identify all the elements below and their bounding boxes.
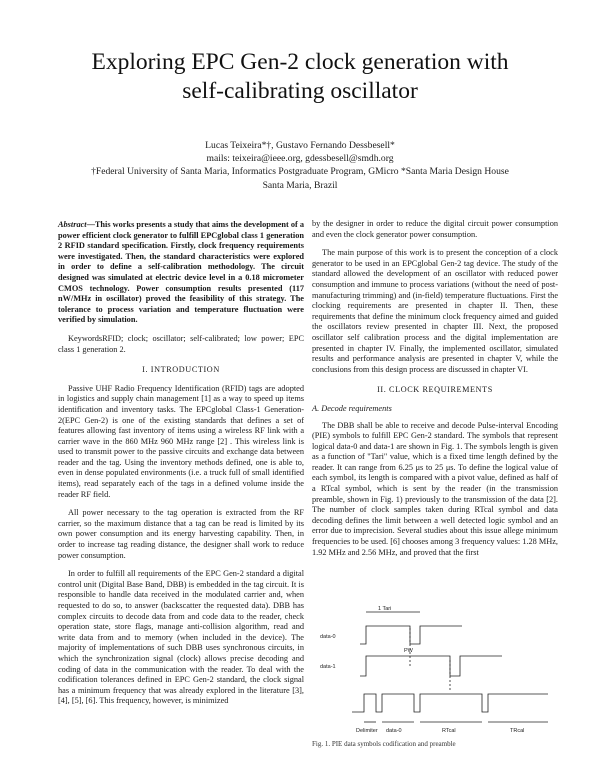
figure-pie-symbols: [312, 604, 558, 750]
subsection-heading-decode: A. Decode requirements: [312, 403, 392, 413]
author-names: Lucas Teixeira*†, Gustavo Fernando Dessbesell*: [205, 140, 395, 151]
label-data0-preamble: data-0: [386, 728, 402, 734]
label-data1: data-1: [320, 664, 336, 670]
keywords: KeywordsRFID; clock; oscillator; self-calibrated; low power; EPC class 1 generation 2.: [58, 333, 304, 354]
author-block: [40, 139, 560, 192]
left-column: [58, 220, 304, 715]
paragraph: by the designer in order to reduce the digital circuit power consumption and even the clock generator power consumption.: [312, 219, 558, 239]
figure-caption: Fig. 1. PIE data symbols codification and preamble: [312, 740, 456, 748]
data1-waveform: [360, 656, 502, 676]
label-trcal: TRcal: [510, 728, 525, 734]
label-data0: data-0: [320, 634, 336, 640]
label-1-tari: 1 Tari: [378, 606, 392, 612]
section-heading-introduction: I. INTRODUCTION: [142, 365, 220, 375]
label-delimiter: Delimiter: [356, 728, 378, 734]
title-line-2: self-calibrating oscillator: [182, 78, 418, 104]
paragraph: The main purpose of this work is to present the conception of a clock generator to be used in an EPCglobal Gen-2 tag device. The study of the standard allowed the development of an oscillator with reduced power consumption and immune to process variations (without the need of post-manufacturing trimming) and (in-field) temperature fluctuations. First the clocking requirements are presented in chapter II. Then, these requirements that define the minimum clock frequency aimed and guided the oscillators review presented in chapter III. Next, the proposed oscillator self calibration process and the digital implementation are presented in chapter IV. Finally, the implemented oscillator, simulated results and performance analysis are presented in chapter V, while the conclusions from this design process are discussed in chapter VI.: [312, 248, 558, 374]
pie-waveform-diagram: [312, 604, 558, 738]
paper-title: [40, 48, 560, 106]
title-line-1: Exploring EPC Gen-2 clock generation with: [91, 49, 509, 75]
paragraph: Passive UHF Radio Frequency Identification (RFID) tags are adopted in logistics and supply chain management [1] as a way to speed up items identification and inventory tasks. The EPCglobal Class-1 Generation-2(EPC Gen-2) is one of the existing standards that defines a set of features allowing fast inventory of items using a wireless RF link with a carrier wave in the 860 MHz 960 MHz range [2] . This wireless link is used to transmit power to the passive circuits and exchange data between reader and the tag. Using the inventory methods defined, one is able to, even in dense populated environments (i.e. a truck full of small identified items), read separately each of the tags in a defined volume inside the reader RF field.: [58, 383, 304, 499]
data0-waveform: [360, 626, 462, 644]
author-location: Santa Maria, Brazil: [262, 179, 338, 191]
abstract-body: —This works presents a study that aims the development of a power efficient clock generator to fulfill EPCglobal class 1 generation 2 RFID standard specification. Firstly, clock frequency requirements were investigated. Then, the standard characteristics were explored in order to define a self-calibration methodology. The circuit designed was simulated at electric device level in a 0.18 micrometer CMOS technology. Power consumption results presented (117 nW/MHz in oscillator) proved the feasibility of this strategy. The tolerance to process variation and temperature fluctuation were verified by simulation.: [58, 220, 305, 325]
paragraph: The DBB shall be able to receive and decode Pulse-interval Encoding (PIE) symbols to fulfill EPC Gen-2 standard. The symbols that represent logical data-0 and data-1 are shown in Fig. 1. The symbols length is given as a function of "Tari" value, which is a fixed time length defined by the reader. It can range from 6.25 μs to 25 μs. To define the logical value of each symbol, its length is compared with a pivot value, defined as half of a RTcal symbol, which is sent by the reader (in the transmission preamble, shown in Fig. 1) previously to the transmission of the data [2]. The number of clock samples taken during RTcal symbol and data decoding defines the limit between a well detected logic symbol and an error due to imprecision. Several studies about this issue allege minimum frequencies to be used. [6] chooses among 3 frequency values: 1.28 MHz, 1.92 MHz and 2.56 MHz, and proved that the first: [312, 420, 558, 557]
author-emails: mails: teixeira@ieee.org, gdessbesell@smdh.org: [206, 153, 394, 165]
label-rtcal: RTcal: [442, 728, 456, 734]
abstract: [58, 220, 304, 326]
preamble-waveform: [352, 694, 548, 712]
author-affiliation: †Federal University of Santa Maria, Informatics Postgraduate Program, GMicro *Santa Maria Design House: [91, 166, 509, 178]
paragraph: In order to fulfill all requirements of the EPC Gen-2 standard a digital control unit (Digital Base Band, DBB) is embedded in the tag circuit. It is responsible to handle data received in the modulated carrier and, when requested to do so, to answer (backscatter the requested data). DBB has complex circuits to decode data from and code data to the reader, check operation state, store flags, manage anti-collision algorithm, read and write data from and to memory (when included in the device). The majority of implementations of such DBB uses synchronous circuits, in which the synchronization signal (clock) allows precise decoding and coding of data in the communication with the reader. To deal with the codification tolerances defined in EPC Gen-2 standard, the clock signal has a minimum frequency that was already explored in the literature [3], [4], [5], [6]. This frequency, however, is minimized: [58, 569, 304, 706]
section-heading-clock-requirements: II. CLOCK REQUIREMENTS: [377, 385, 493, 395]
right-column: [312, 219, 558, 566]
abstract-lead: Abstract: [58, 220, 87, 229]
paragraph: All power necessary to the tag operation is extracted from the RF carrier, so the maximum distance that a tag can be read is limited by its own power consumption and its energy harvesting capability. Then, in order to increase tag reading distance, the designer shall work to reduce power consumption.: [58, 508, 304, 560]
label-pw: PW: [404, 648, 413, 654]
